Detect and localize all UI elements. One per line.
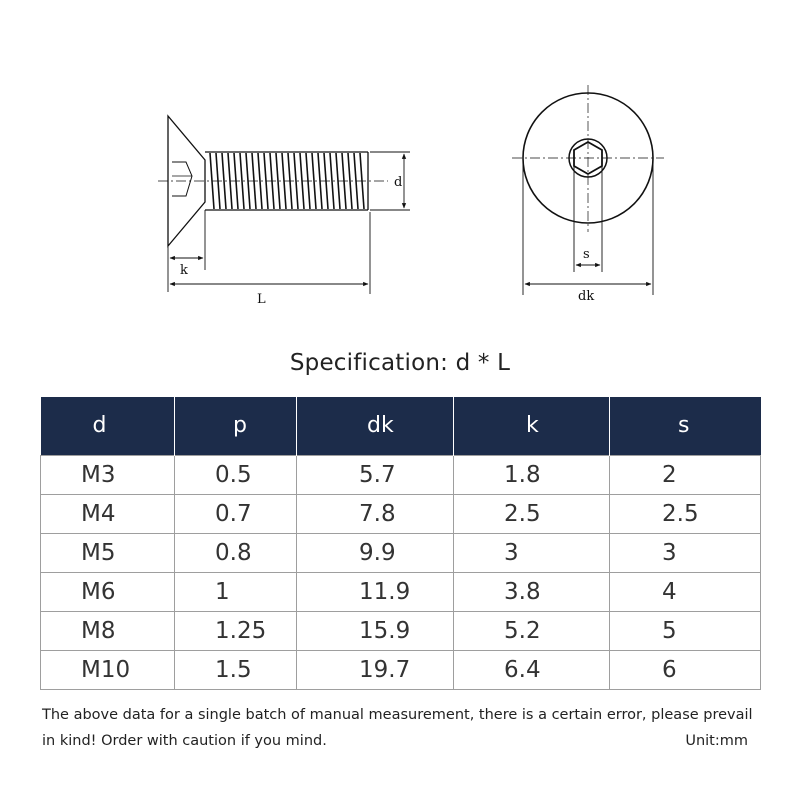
cell-k: 3 [454,533,610,572]
cell-p: 0.5 [175,455,297,494]
cell-p: 1.5 [175,650,297,689]
cell-dk: 19.7 [297,650,454,689]
screw-side-view [158,116,388,246]
measurement-note: The above data for a single batch of manual measurement, there is a certain error, please prevail in kind! Order with caution if you mind. [42,707,753,749]
cell-k: 5.2 [454,611,610,650]
specification-table [40,397,761,690]
header-k: k [454,397,610,455]
unit-label: Unit:mm [685,733,748,749]
cell-s: 2 [610,455,761,494]
cell-d: M10 [41,650,175,689]
cell-d: M4 [41,494,175,533]
cell-d: M6 [41,572,175,611]
cell-s: 2.5 [610,494,761,533]
label-L: L [257,292,266,307]
cell-dk: 11.9 [297,572,454,611]
cell-s: 3 [610,533,761,572]
table-row [41,533,761,572]
cell-s: 6 [610,650,761,689]
label-d: d [394,175,403,190]
cell-s: 4 [610,572,761,611]
cell-dk: 5.7 [297,455,454,494]
cell-p: 1.25 [175,611,297,650]
cell-s: 5 [610,611,761,650]
specification-title: Specification: d * L [289,350,511,376]
cell-p: 0.8 [175,533,297,572]
cell-dk: 15.9 [297,611,454,650]
cell-k: 6.4 [454,650,610,689]
label-k: k [180,263,188,278]
screw-diagram [0,0,800,330]
table-header-row [41,397,761,455]
table-row [41,611,761,650]
cell-k: 3.8 [454,572,610,611]
table-row [41,455,761,494]
cell-k: 2.5 [454,494,610,533]
cell-d: M5 [41,533,175,572]
table-row [41,572,761,611]
cell-d: M3 [41,455,175,494]
table-row [41,494,761,533]
label-dk: dk [578,289,595,304]
header-s: s [610,397,761,455]
header-dk: dk [297,397,454,455]
label-s: s [583,247,590,262]
cell-dk: 7.8 [297,494,454,533]
screw-top-view [512,85,664,295]
table-row [41,650,761,689]
cell-dk: 9.9 [297,533,454,572]
header-d: d [41,397,175,455]
cell-p: 0.7 [175,494,297,533]
header-p: p [175,397,297,455]
dimension-L [170,212,370,294]
cell-d: M8 [41,611,175,650]
cell-k: 1.8 [454,455,610,494]
cell-p: 1 [175,572,297,611]
